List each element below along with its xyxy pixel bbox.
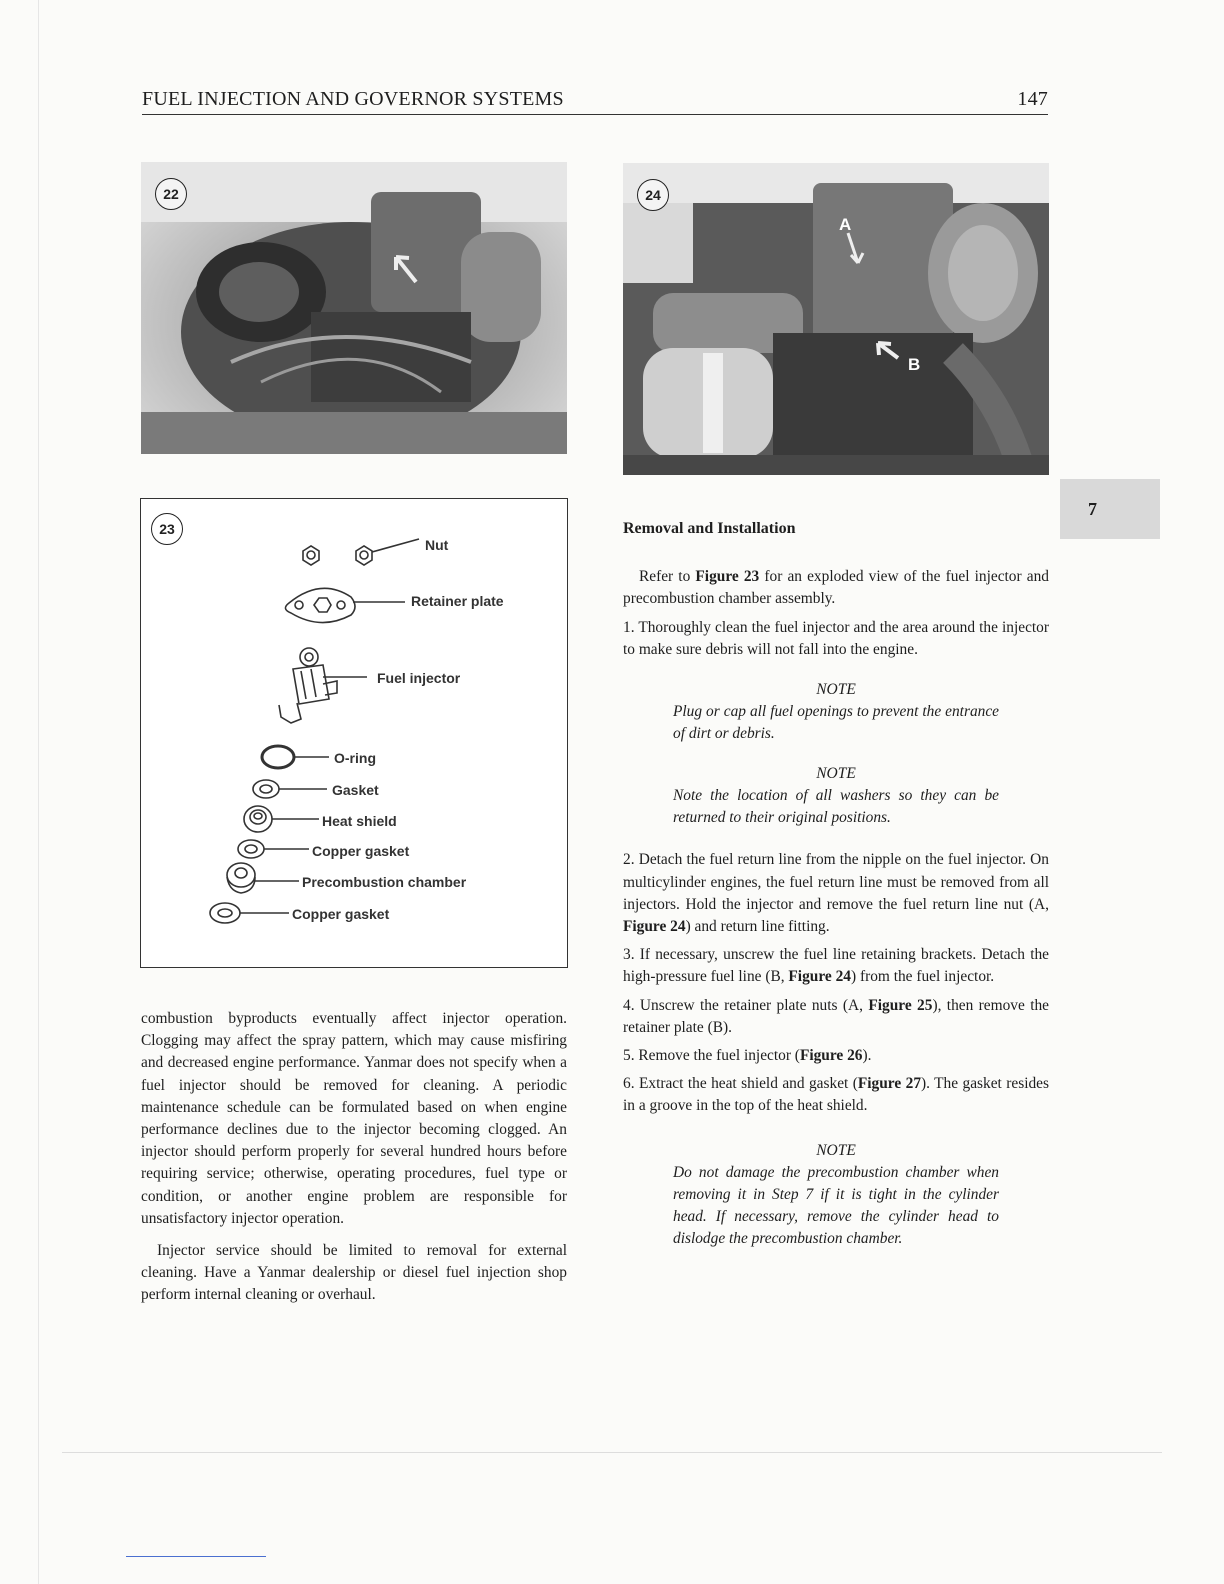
part-label-heat-shield: Heat shield (322, 813, 397, 829)
part-label-copper-gasket-2: Copper gasket (292, 906, 390, 922)
scan-line (62, 1452, 1162, 1453)
precombustion-chamber-icon (227, 863, 255, 893)
step-6: 6. Extract the heat shield and gasket (Figure 27). The gasket resides in a groove in the top of the heat shield. (623, 1075, 1049, 1115)
figure-23-number: 23 (151, 513, 183, 545)
figure-22-photo (141, 162, 567, 454)
section-tab: 7 (1060, 479, 1160, 539)
figure-reference: Figure 23 (695, 568, 760, 586)
figure-24-number: 24 (637, 179, 669, 211)
step-2: 2. Detach the fuel return line from the nipple on the fuel injector. On multicylinder engines, the fuel return line must be removed from all injectors. Hold the injector and remove the fuel return line nut (A, Figure 24) and return line fitting. (623, 851, 1049, 936)
engine-photo-22 (141, 162, 567, 454)
figure-23-diagram (140, 498, 568, 968)
part-label-gasket: Gasket (332, 782, 379, 798)
copper-gasket-icon (210, 903, 240, 923)
note-2: NOTE Note the location of all washers so they can be returned to their original positions. (673, 765, 999, 827)
note-1: NOTE Plug or cap all fuel openings to prevent the entrance of dirt or debris. (673, 681, 999, 743)
figure-24-photo (623, 163, 1049, 475)
left-column-text (141, 1008, 567, 1307)
page-number: 147 (1017, 88, 1048, 110)
figure-reference: Figure 25 (868, 996, 933, 1014)
part-label-precombustion-chamber: Precombustion chamber (302, 874, 467, 890)
figure-reference: Figure 24 (788, 968, 851, 986)
retainer-plate-icon (285, 588, 355, 622)
nut-icon (303, 546, 319, 565)
label-a: A (839, 215, 852, 234)
paragraph: Injector service should be limited to removal for external cleaning. Have a Yanmar dealership or diesel fuel injection shop perform internal cleaning or overhaul. (141, 1242, 567, 1304)
nut-icon (356, 546, 372, 565)
running-header (142, 88, 1048, 115)
exploded-view-drawing (141, 499, 567, 967)
label-b: B (908, 355, 921, 374)
part-label-fuel-injector: Fuel injector (377, 670, 461, 686)
part-label-o-ring: O-ring (334, 750, 376, 766)
step-4: 4. Unscrew the retainer plate nuts (A, Figure 25), then remove the retainer plate (B). (623, 996, 1049, 1036)
scan-edge (38, 0, 39, 1584)
part-label-retainer-plate: Retainer plate (411, 593, 504, 609)
o-ring-icon (262, 746, 294, 768)
scan-line (126, 1556, 266, 1557)
intro-paragraph: Refer to Figure 23 for an exploded view of the fuel injector and precombustion chamber assembly. (623, 568, 1049, 608)
figure-22-number: 22 (155, 178, 187, 210)
paragraph: combustion byproducts eventually affect injector operation. Clogging may affect the spray pattern, which may cause misfiring and decreased engine performance. Yanmar does not specify when a fuel injector should be removed for cleaning. A periodic maintenance schedule can be formulated based on when engine performance declines due to the injector becoming clogged. An injector should perform properly for several hundred hours before requiring service; otherwise, operating procedures, fuel type or condition, or another engine problem are responsible for unsatisfactory injector operation. (141, 1010, 567, 1227)
chapter-title: FUEL INJECTION AND GOVERNOR SYSTEMS (142, 88, 564, 110)
gasket-icon (253, 780, 279, 798)
heat-shield-icon (244, 806, 272, 832)
copper-gasket-icon (238, 840, 264, 858)
step-1: 1. Thoroughly clean the fuel injector and the area around the injector to make sure debris will not fall into the engine. (623, 618, 1049, 658)
step-3: 3. If necessary, unscrew the fuel line retaining brackets. Detach the high-pressure fuel line (B, Figure 24) from the fuel injector. (623, 946, 1049, 986)
right-column-text (623, 518, 1049, 1250)
figure-reference: Figure 27 (857, 1075, 922, 1093)
note-3: NOTE Do not damage the precombustion chamber when removing it in Step 7 if it is tight in the cylinder head. If necessary, remove the cylinder head to dislodge the precombustion chamber. (673, 1141, 999, 1247)
fuel-injector-icon (279, 648, 337, 723)
part-label-nut: Nut (425, 537, 449, 553)
figure-reference: Figure 26 (799, 1047, 863, 1065)
section-heading: Removal and Installation (623, 520, 796, 537)
figure-reference: Figure 24 (623, 918, 686, 936)
step-5: 5. Remove the fuel injector (Figure 26). (623, 1047, 872, 1065)
engine-photo-24 (623, 163, 1049, 475)
part-label-copper-gasket: Copper gasket (312, 843, 410, 859)
